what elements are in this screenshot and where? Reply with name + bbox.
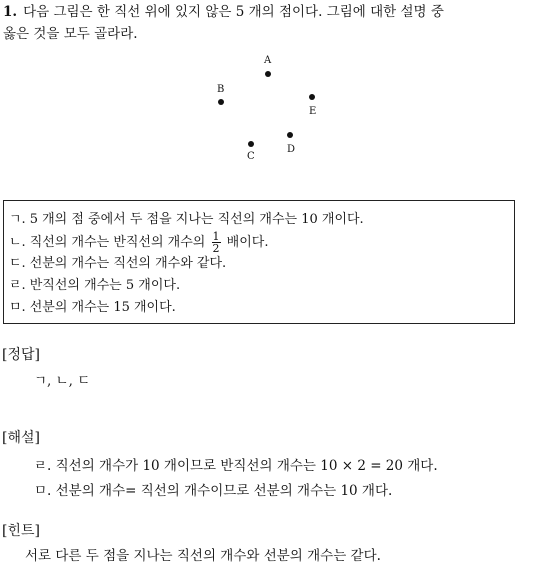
point-b	[218, 99, 224, 105]
question	[3, 1, 531, 45]
fraction-denominator: 2	[212, 242, 220, 255]
statement-marker: ㄱ.	[9, 212, 26, 227]
explanation-line-1: ㄹ. 직선의 개수가 10 개이므로 반직선의 개수는 10 × 2 = 20 개다.	[34, 458, 438, 474]
hint-text: 서로 다른 두 점을 지나는 직선의 개수와 선분의 개수는 같다.	[25, 548, 381, 564]
answer-text: ㄱ, ㄴ, ㄷ	[34, 373, 91, 389]
statement-3	[9, 253, 514, 275]
statement-marker: ㄹ.	[9, 278, 26, 293]
hint-heading: [힌트]	[2, 523, 40, 539]
statement-1	[9, 209, 514, 231]
points-figure	[200, 52, 340, 170]
statements-list	[4, 201, 514, 319]
statement-text: 선분의 개수는 15 개이다.	[29, 300, 176, 315]
statement-4	[9, 275, 514, 297]
statement-text: 5 개의 점 중에서 두 점을 지나는 직선의 개수는 10 개이다.	[29, 212, 364, 227]
point-a	[265, 71, 271, 77]
points-figure-svg	[200, 52, 340, 170]
statement-2	[9, 231, 514, 253]
statements-box	[3, 200, 515, 324]
fraction-numerator: 1	[212, 230, 220, 243]
explanation-heading: [해설]	[2, 430, 40, 446]
question-line-1	[3, 1, 531, 23]
statement-text: 선분의 개수는 직선의 개수와 같다.	[29, 256, 227, 271]
question-number: 1.	[3, 4, 18, 20]
label-point-a: A	[264, 55, 272, 66]
answer-heading: [정답]	[2, 347, 40, 363]
statement-text-pre: 직선의 개수는 반직선의 개수의	[29, 235, 206, 250]
point-d	[287, 132, 293, 138]
label-point-b: B	[217, 84, 225, 95]
label-point-c: C	[247, 151, 255, 162]
statement-text-post: 배이다.	[226, 235, 269, 250]
statement-text: 반직선의 개수는 5 개이다.	[29, 278, 181, 293]
statement-marker: ㄷ.	[9, 256, 26, 271]
point-e	[309, 94, 315, 100]
statement-5	[9, 297, 514, 319]
statement-marker: ㅁ.	[9, 300, 26, 315]
label-point-d: D	[287, 144, 296, 155]
point-c	[248, 141, 254, 147]
question-text-1: 다음 그림은 한 직선 위에 있지 않은 5 개의 점이다. 그림에 대한 설명 중	[23, 4, 444, 20]
explanation-line-2: ㅁ. 선분의 개수= 직선의 개수이므로 선분의 개수는 10 개다.	[34, 483, 393, 499]
fraction-one-half	[212, 231, 221, 254]
question-line-2: 옳은 것을 모두 골라라.	[3, 26, 138, 42]
statement-marker: ㄴ.	[9, 235, 26, 250]
label-point-e: E	[309, 106, 317, 117]
